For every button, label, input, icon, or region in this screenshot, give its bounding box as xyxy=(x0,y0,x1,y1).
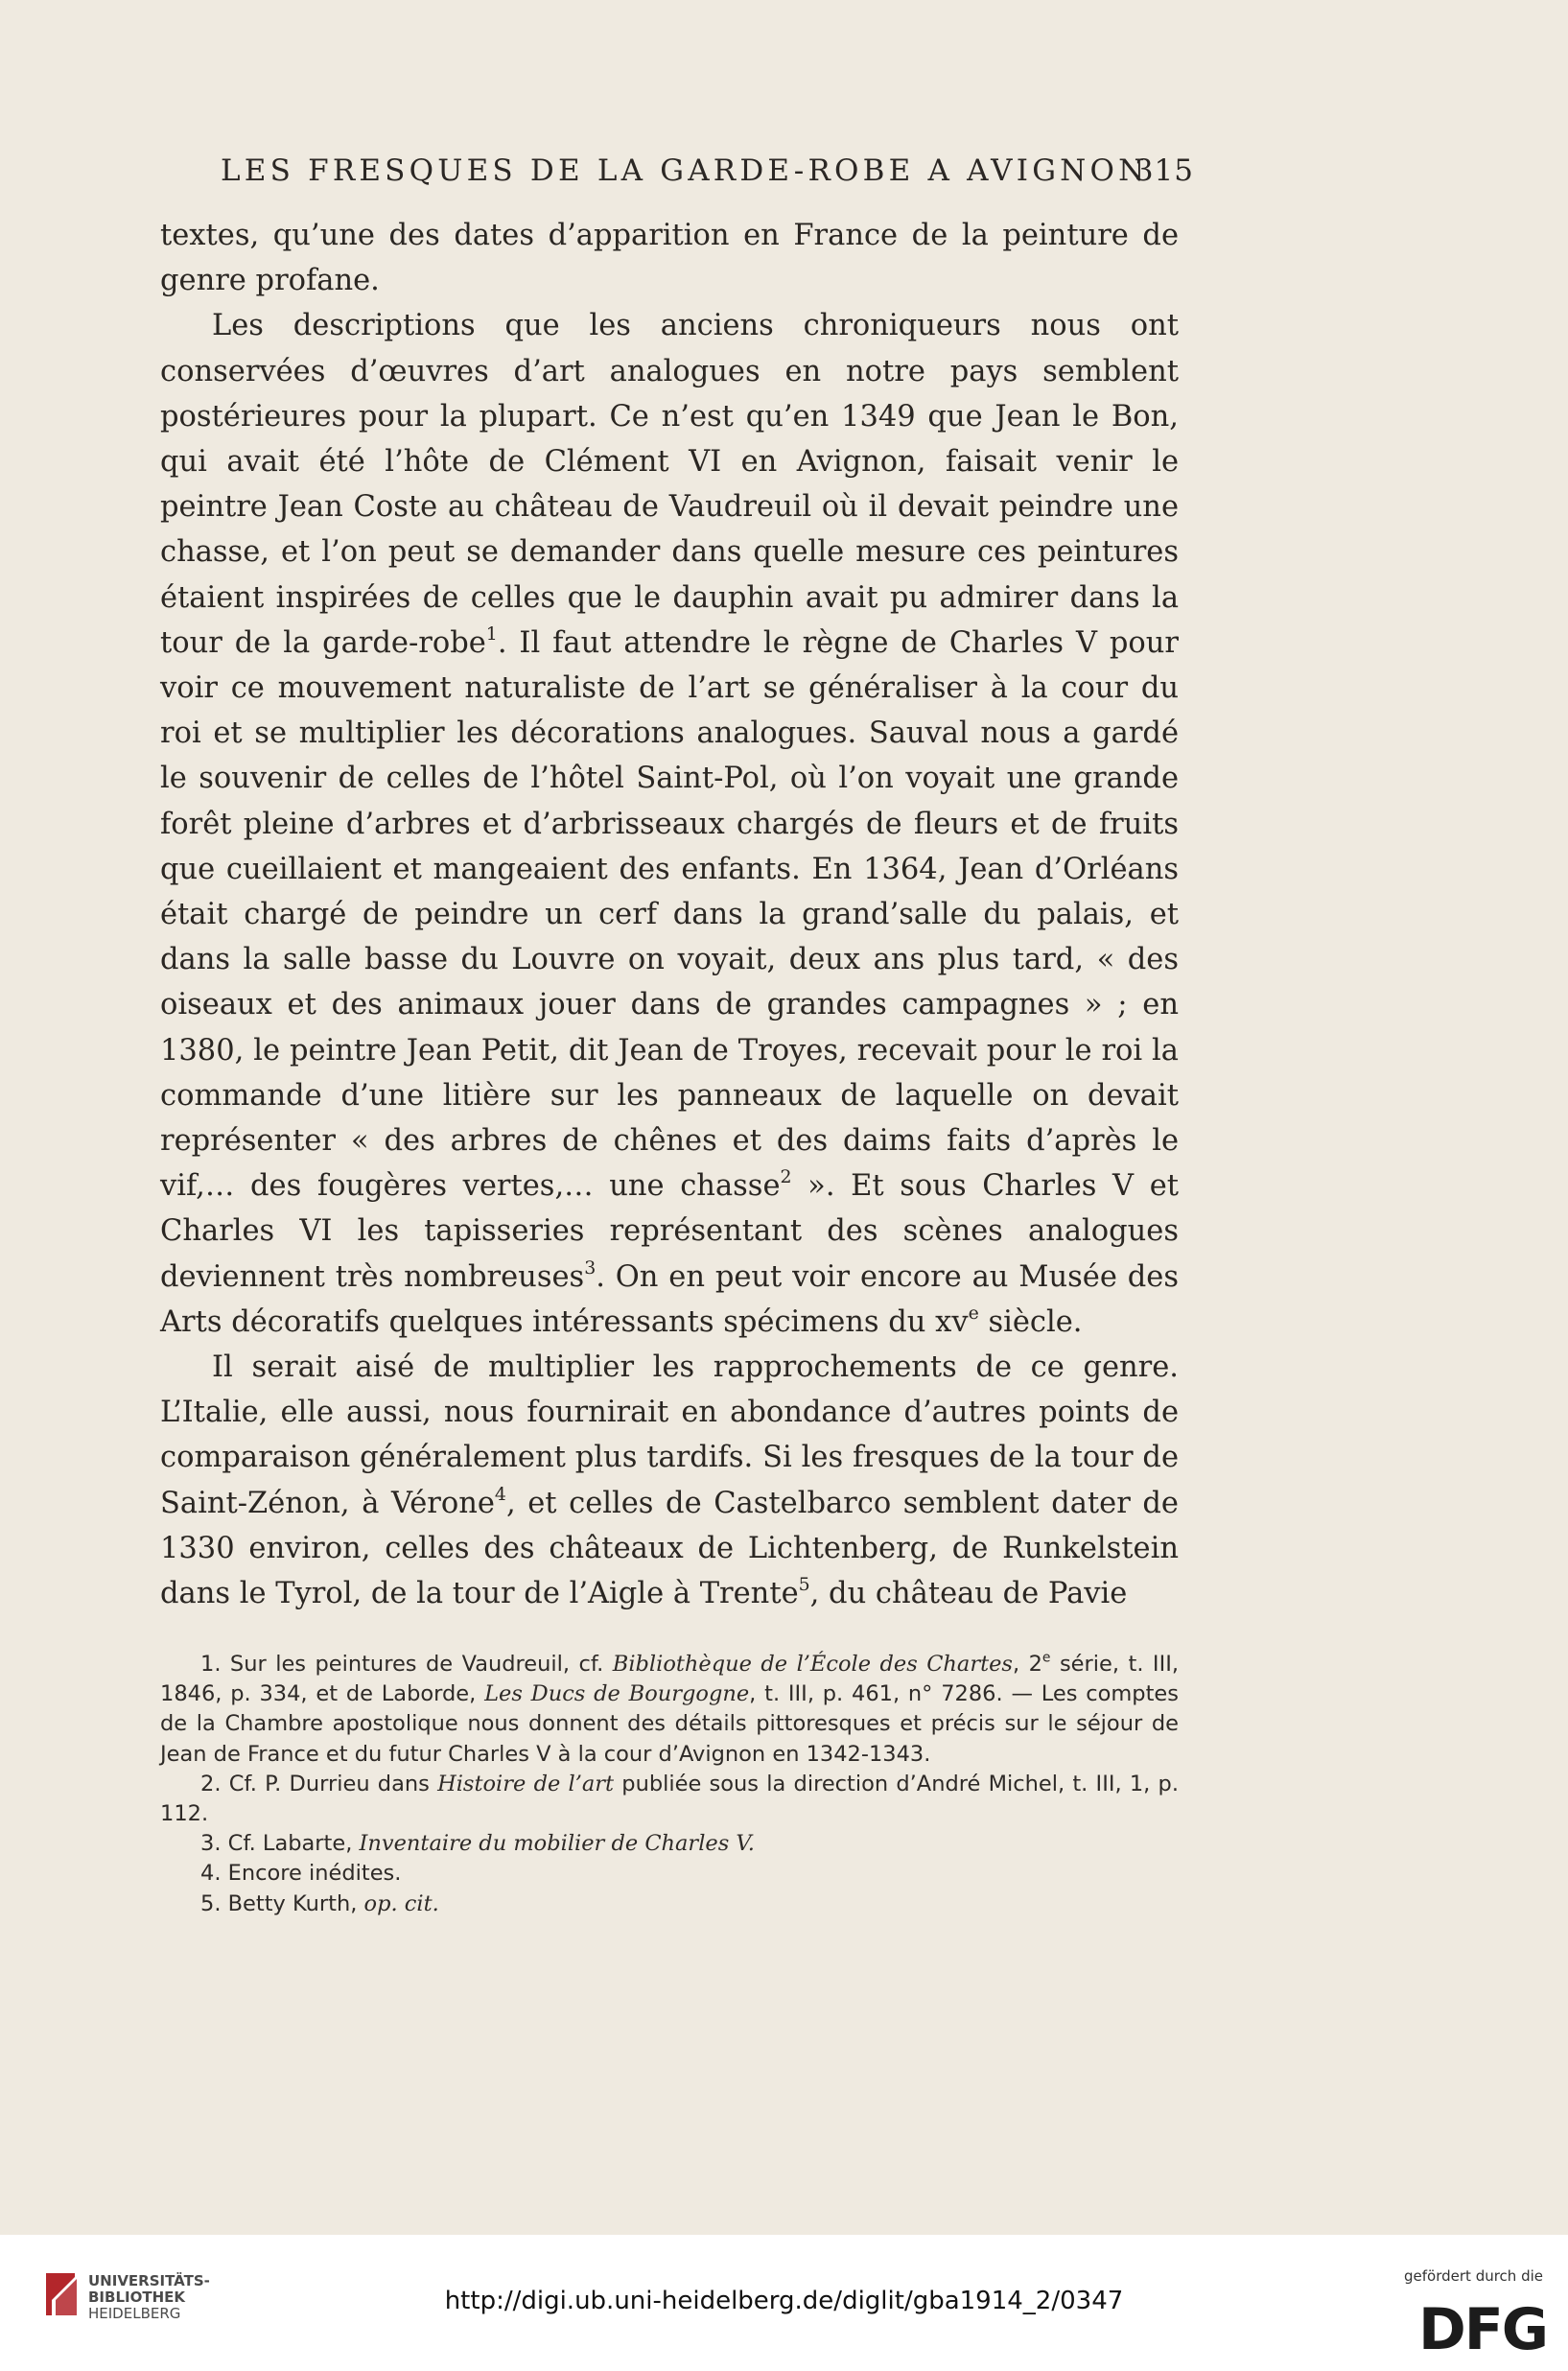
paragraph-2 xyxy=(160,303,1179,1345)
footnotes xyxy=(160,1650,1179,1919)
paragraph-1 xyxy=(160,213,1179,303)
library-name-line-1: UNIVERSITÄTS- xyxy=(88,2272,210,2289)
footnote-2-text-a: 2. Cf. P. Durrieu dans xyxy=(200,1771,438,1796)
footnote-ref-4: 4 xyxy=(494,1483,506,1505)
running-head-title: LES FRESQUES DE LA GARDE-ROBE A AVIGNON xyxy=(221,153,1149,188)
paragraph-2-text-d: . On en peut voir encore au Musée des Arts décoratifs quelques intéressants spécimens du xv xyxy=(160,1259,1179,1339)
paragraph-1-text: textes, qu’une des dates d’apparition en France de la peinture de genre profane. xyxy=(160,219,1179,298)
footnote-ref-2: 2 xyxy=(780,1166,792,1188)
dfg-logo: DFG xyxy=(1417,2296,1547,2363)
footnote-1-text-e: série, t. III, 1846, p. 334, et de Laborde, xyxy=(160,1652,1179,1707)
footnote-1-title: Bibliothèque de l’École des Chartes xyxy=(612,1652,1013,1677)
paragraph-2-text-e: siècle. xyxy=(978,1304,1083,1339)
paragraph-3-text-b: , et celles de Castelbarco semblent dater de 1330 environ, celles des châteaux de Lichtenberg, de Runkelstein dans le Tyrol, de la tour de l’Aigle à Trente xyxy=(160,1486,1179,1611)
footnote-5-title: op. cit. xyxy=(363,1890,439,1916)
century-superscript: e xyxy=(968,1302,979,1324)
viewer-footer xyxy=(0,2235,1568,2371)
footnote-ref-3: 3 xyxy=(584,1256,597,1279)
library-name-line-2: BIBLIOTHEK xyxy=(88,2289,185,2306)
footnote-1-text-g: , t. III, p. 461, n° 7286. — Les comptes de la Chambre apostolique nous donnent des détails pittoresques et précis sur le séjour de Jean de France et du futur Charles V à la cour d’Avignon en 1342-1343. xyxy=(160,1681,1179,1767)
footnote-2 xyxy=(160,1770,1179,1829)
footnote-5 xyxy=(160,1890,1179,1919)
footnote-3-title: Inventaire du mobilier de Charles V. xyxy=(359,1831,755,1857)
paragraph-2-text-a: Les descriptions que les anciens chroniqueurs nous ont conservées d’œuvres d’art analogues en notre pays semblent postérieures pour la plupart. Ce n’est qu’en 1349 que Jean le Bon, qui avait été l’hôte de Clément VI en Avignon, faisait venir le peintre Jean Coste au château de Vaudreuil où il devait peindre une chasse, et l’on peut se demander dans quelle mesure ces peintures étaient inspirées de celles que le dauphin avait pu admirer dans la tour de la garde-robe xyxy=(160,309,1179,660)
footnote-1 xyxy=(160,1650,1179,1770)
paragraph-3-text-a: Il serait aisé de multiplier les rapprochements de ce genre. L’Italie, elle aussi, nous fournirait en abondance d’autres points de comparaison généralement plus tardifs. Si les fresques de la tour de Saint-Zénon, à Vérone xyxy=(160,1350,1179,1520)
body-text xyxy=(160,213,1179,1616)
paragraph-3 xyxy=(160,1345,1179,1616)
sponsor-text: gefördert durch die xyxy=(1404,2267,1543,2285)
footnote-3 xyxy=(160,1829,1179,1859)
paragraph-2-text-c: ». Et sous Charles V et Charles VI les tapisseries représentant des scènes analogues deviennent très nombreuses xyxy=(160,1169,1179,1294)
running-head xyxy=(221,153,1194,188)
footnote-3-text-a: 3. Cf. Labarte, xyxy=(200,1831,360,1857)
footnote-ref-5: 5 xyxy=(798,1573,810,1595)
library-name-line-3: HEIDELBERG xyxy=(88,2305,181,2322)
footnote-4-text: 4. Encore inédites. xyxy=(200,1861,402,1887)
paragraph-3-text-c: , du château de Pavie xyxy=(809,1577,1128,1611)
footnote-1-text-c: , 2 xyxy=(1012,1652,1042,1677)
permalink-url[interactable]: http://digi.ub.uni-heidelberg.de/diglit/gba1914_2/0347 xyxy=(444,2287,1124,2315)
paragraph-2-text-b: . Il faut attendre le règne de Charles V pour voir ce mouvement naturaliste de l’art se généraliser à la cour du roi et se multiplier les décorations analogues. Sauval nous a gardé le souvenir de celles de l’hôtel Saint-Pol, où l’on voyait une grande forêt pleine d’arbres et d’arbrisseaux chargés de fleurs et de fruits que cueillaient et mangeaient des enfants. En 1364, Jean d’Orléans était chargé de peindre un cerf dans la grand’salle du palais, et dans la salle basse du Louvre on voyait, deux ans plus tard, « des oiseaux et des animaux jouer dans de grandes campagnes » ; en 1380, le peintre Jean Petit, dit Jean de Troyes, recevait pour le roi la commande d’une litière sur les panneaux de laquelle on devait représenter « des arbres de chênes et des daims faits d’après le vif,… des fougères vertes,… une chasse xyxy=(160,625,1180,1204)
footnote-1-superscript: e xyxy=(1041,1650,1051,1666)
footnote-5-text-a: 5. Betty Kurth, xyxy=(200,1890,364,1916)
footnote-1-text-a: 1. Sur les peintures de Vaudreuil, cf. xyxy=(200,1652,613,1677)
footnote-ref-1: 1 xyxy=(485,622,498,645)
footnote-2-text-c: publiée sous la direction d’André Michel, t. III, 1, p. 112. xyxy=(160,1771,1179,1827)
footnote-4 xyxy=(160,1859,1179,1889)
footnote-2-title: Histoire de l’art xyxy=(437,1771,615,1796)
page-number: 315 xyxy=(1134,153,1194,188)
footnote-1-title-2: Les Ducs de Bourgogne xyxy=(484,1681,750,1707)
